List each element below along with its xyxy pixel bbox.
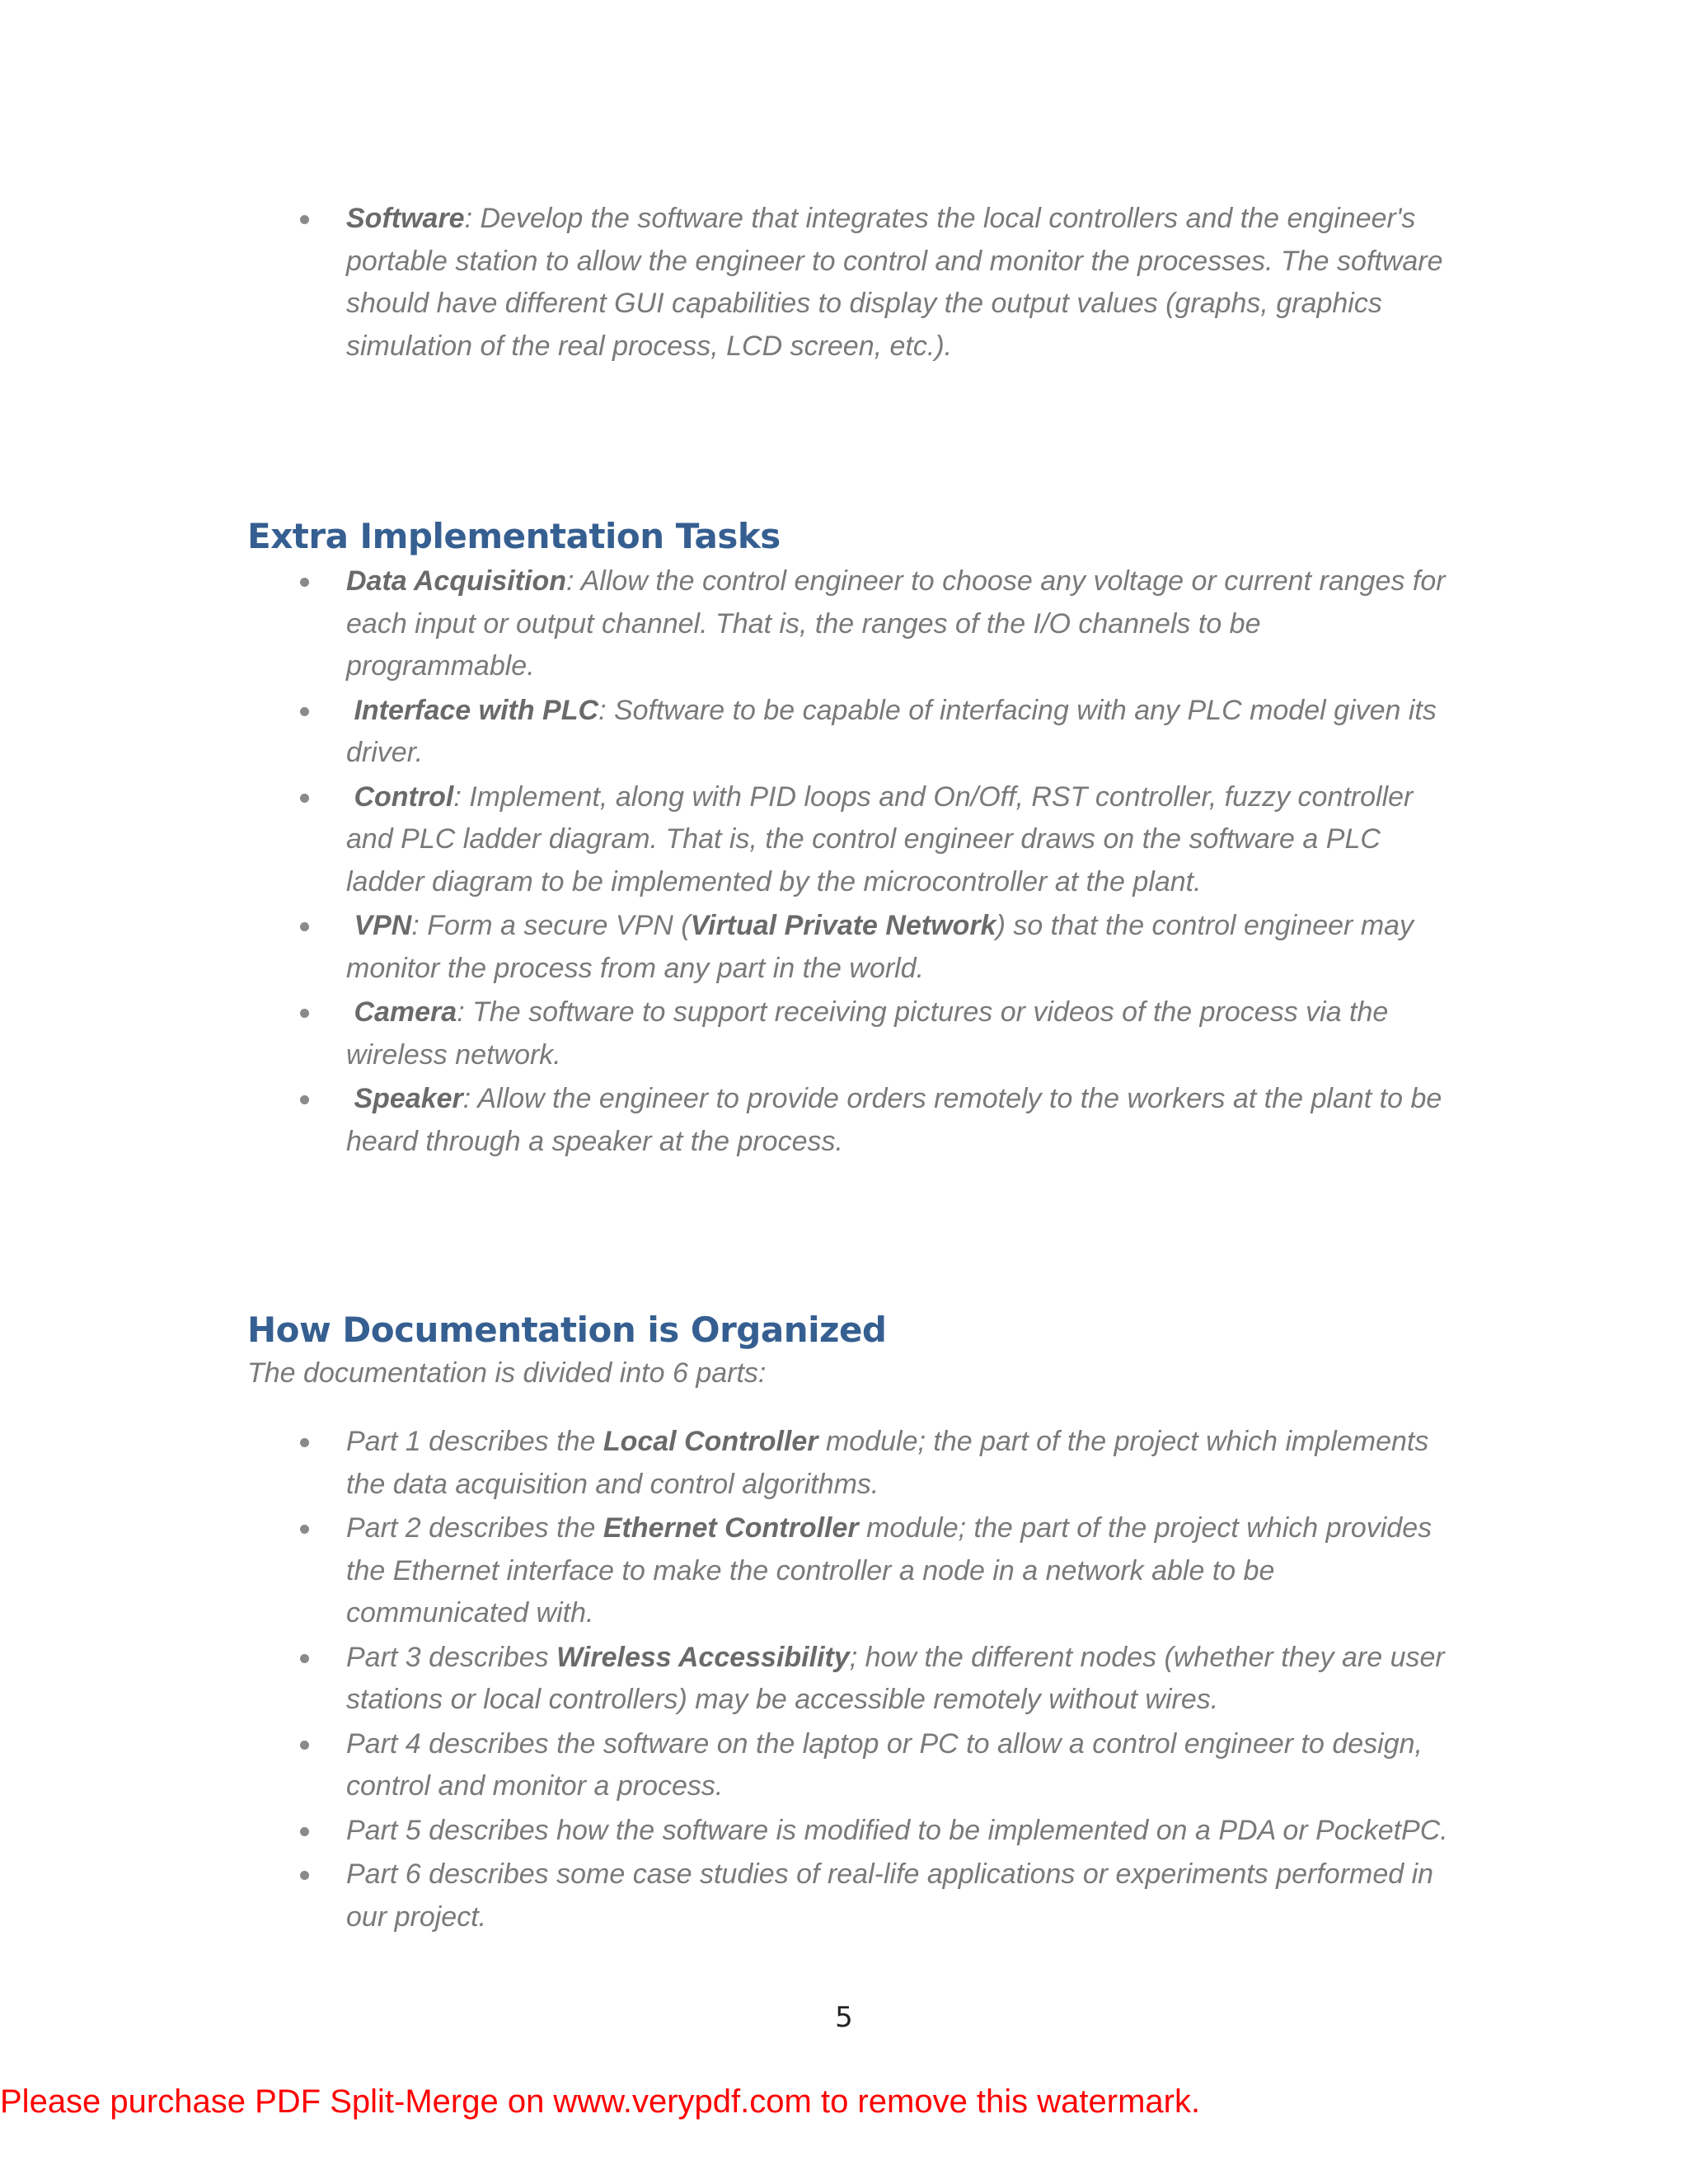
list-item: [346, 560, 1451, 688]
section-heading-extra-tasks: Extra Implementation Tasks: [247, 516, 781, 556]
item-text: module; the part of the project which provides the Ethernet interface to make the controller a node in a network able to be communicated with.: [346, 1512, 1432, 1629]
item-label: Control: [354, 780, 454, 813]
item-text: module; the part of the project which implements the data acquisition and control algorithms.: [346, 1426, 1429, 1500]
item-text: Part 6 describes some case studies of real-life applications or experiments performed in our project.: [346, 1858, 1434, 1933]
list-item: [346, 1810, 1451, 1853]
list-item: [346, 1421, 1451, 1506]
item-text: Part 4 describes the software on the laptop or PC to allow a control engineer to design, control and monitor a process.: [346, 1727, 1423, 1802]
item-text: : The software to support receiving pictures or videos of the process via the wireless network.: [346, 996, 1389, 1071]
item-text: Part 5 describes how the software is modified to be implemented on a PDA or PocketPC.: [346, 1814, 1448, 1846]
item-label: Speaker: [354, 1083, 463, 1114]
extra-tasks-list: [247, 560, 1451, 1163]
item-label: Software: [346, 203, 465, 234]
list-item: [346, 1723, 1451, 1808]
item-text: : Allow the engineer to provide orders remotely to the workers at the plant to be heard through a speaker at the process.: [346, 1083, 1442, 1157]
list-item: [346, 198, 1451, 368]
documentation-parts-list: [247, 1421, 1451, 1938]
item-text: Part 3 describes: [346, 1641, 557, 1673]
software-list: [247, 198, 1451, 368]
item-label: Camera: [354, 996, 457, 1028]
list-item: [346, 905, 1451, 990]
item-bold-term: Virtual Private Network: [690, 910, 996, 941]
list-item: [346, 1637, 1451, 1722]
item-text: Part 2 describes the: [346, 1512, 603, 1544]
item-label: VPN: [354, 910, 412, 941]
documentation-intro: The documentation is divided into 6 parts:: [247, 1357, 767, 1389]
list-item: [346, 776, 1451, 904]
item-bold-term: Local Controller: [603, 1426, 818, 1457]
list-item: [346, 1854, 1451, 1938]
list-item: [346, 690, 1451, 775]
item-text: ) so that the control engineer may monitor the process from any part in the world.: [346, 910, 1414, 984]
list-item: [346, 1078, 1451, 1163]
item-text: : Software to be capable of interfacing with any PLC model given its driver.: [346, 694, 1437, 768]
item-bold-term: Ethernet Controller: [603, 1512, 859, 1544]
item-text: : Allow the control engineer to choose any voltage or current ranges for each input or output channel. That is, the ranges of the I/O channels to be programmable.: [346, 565, 1446, 682]
section-heading-documentation: How Documentation is Organized: [247, 1310, 887, 1350]
item-text: ; how the different nodes (whether they are user stations or local controllers) may be accessible remotely without wires.: [346, 1641, 1445, 1715]
item-bold-term: Wireless Accessibility: [556, 1641, 850, 1673]
item-label: Interface with PLC: [354, 694, 599, 726]
item-text: : Implement, along with PID loops and On/Off, RST controller, fuzzy controller and PLC ladder diagram. That is, the control engineer draws on the software a PLC ladder diagram to be implemented by the microcontroller at the plant.: [346, 780, 1414, 898]
item-text: : Form a secure VPN (: [411, 910, 691, 941]
item-text: Part 1 describes the: [346, 1426, 603, 1457]
item-label: Data Acquisition: [346, 565, 566, 597]
page-number: 5: [835, 2001, 853, 2034]
page-content: [247, 198, 1451, 1940]
watermark-text: Please purchase PDF Split-Merge on www.verypdf.com to remove this watermark.: [0, 2083, 1201, 2120]
list-item: [346, 1507, 1451, 1635]
item-text: : Develop the software that integrates the local controllers and the engineer's portable station to allow the engineer to control and monitor the processes. The software should have different GUI capabilities to display the output values (graphs, graphics simulation of the real process, LCD screen, etc.).: [346, 203, 1443, 362]
list-item: [346, 991, 1451, 1076]
